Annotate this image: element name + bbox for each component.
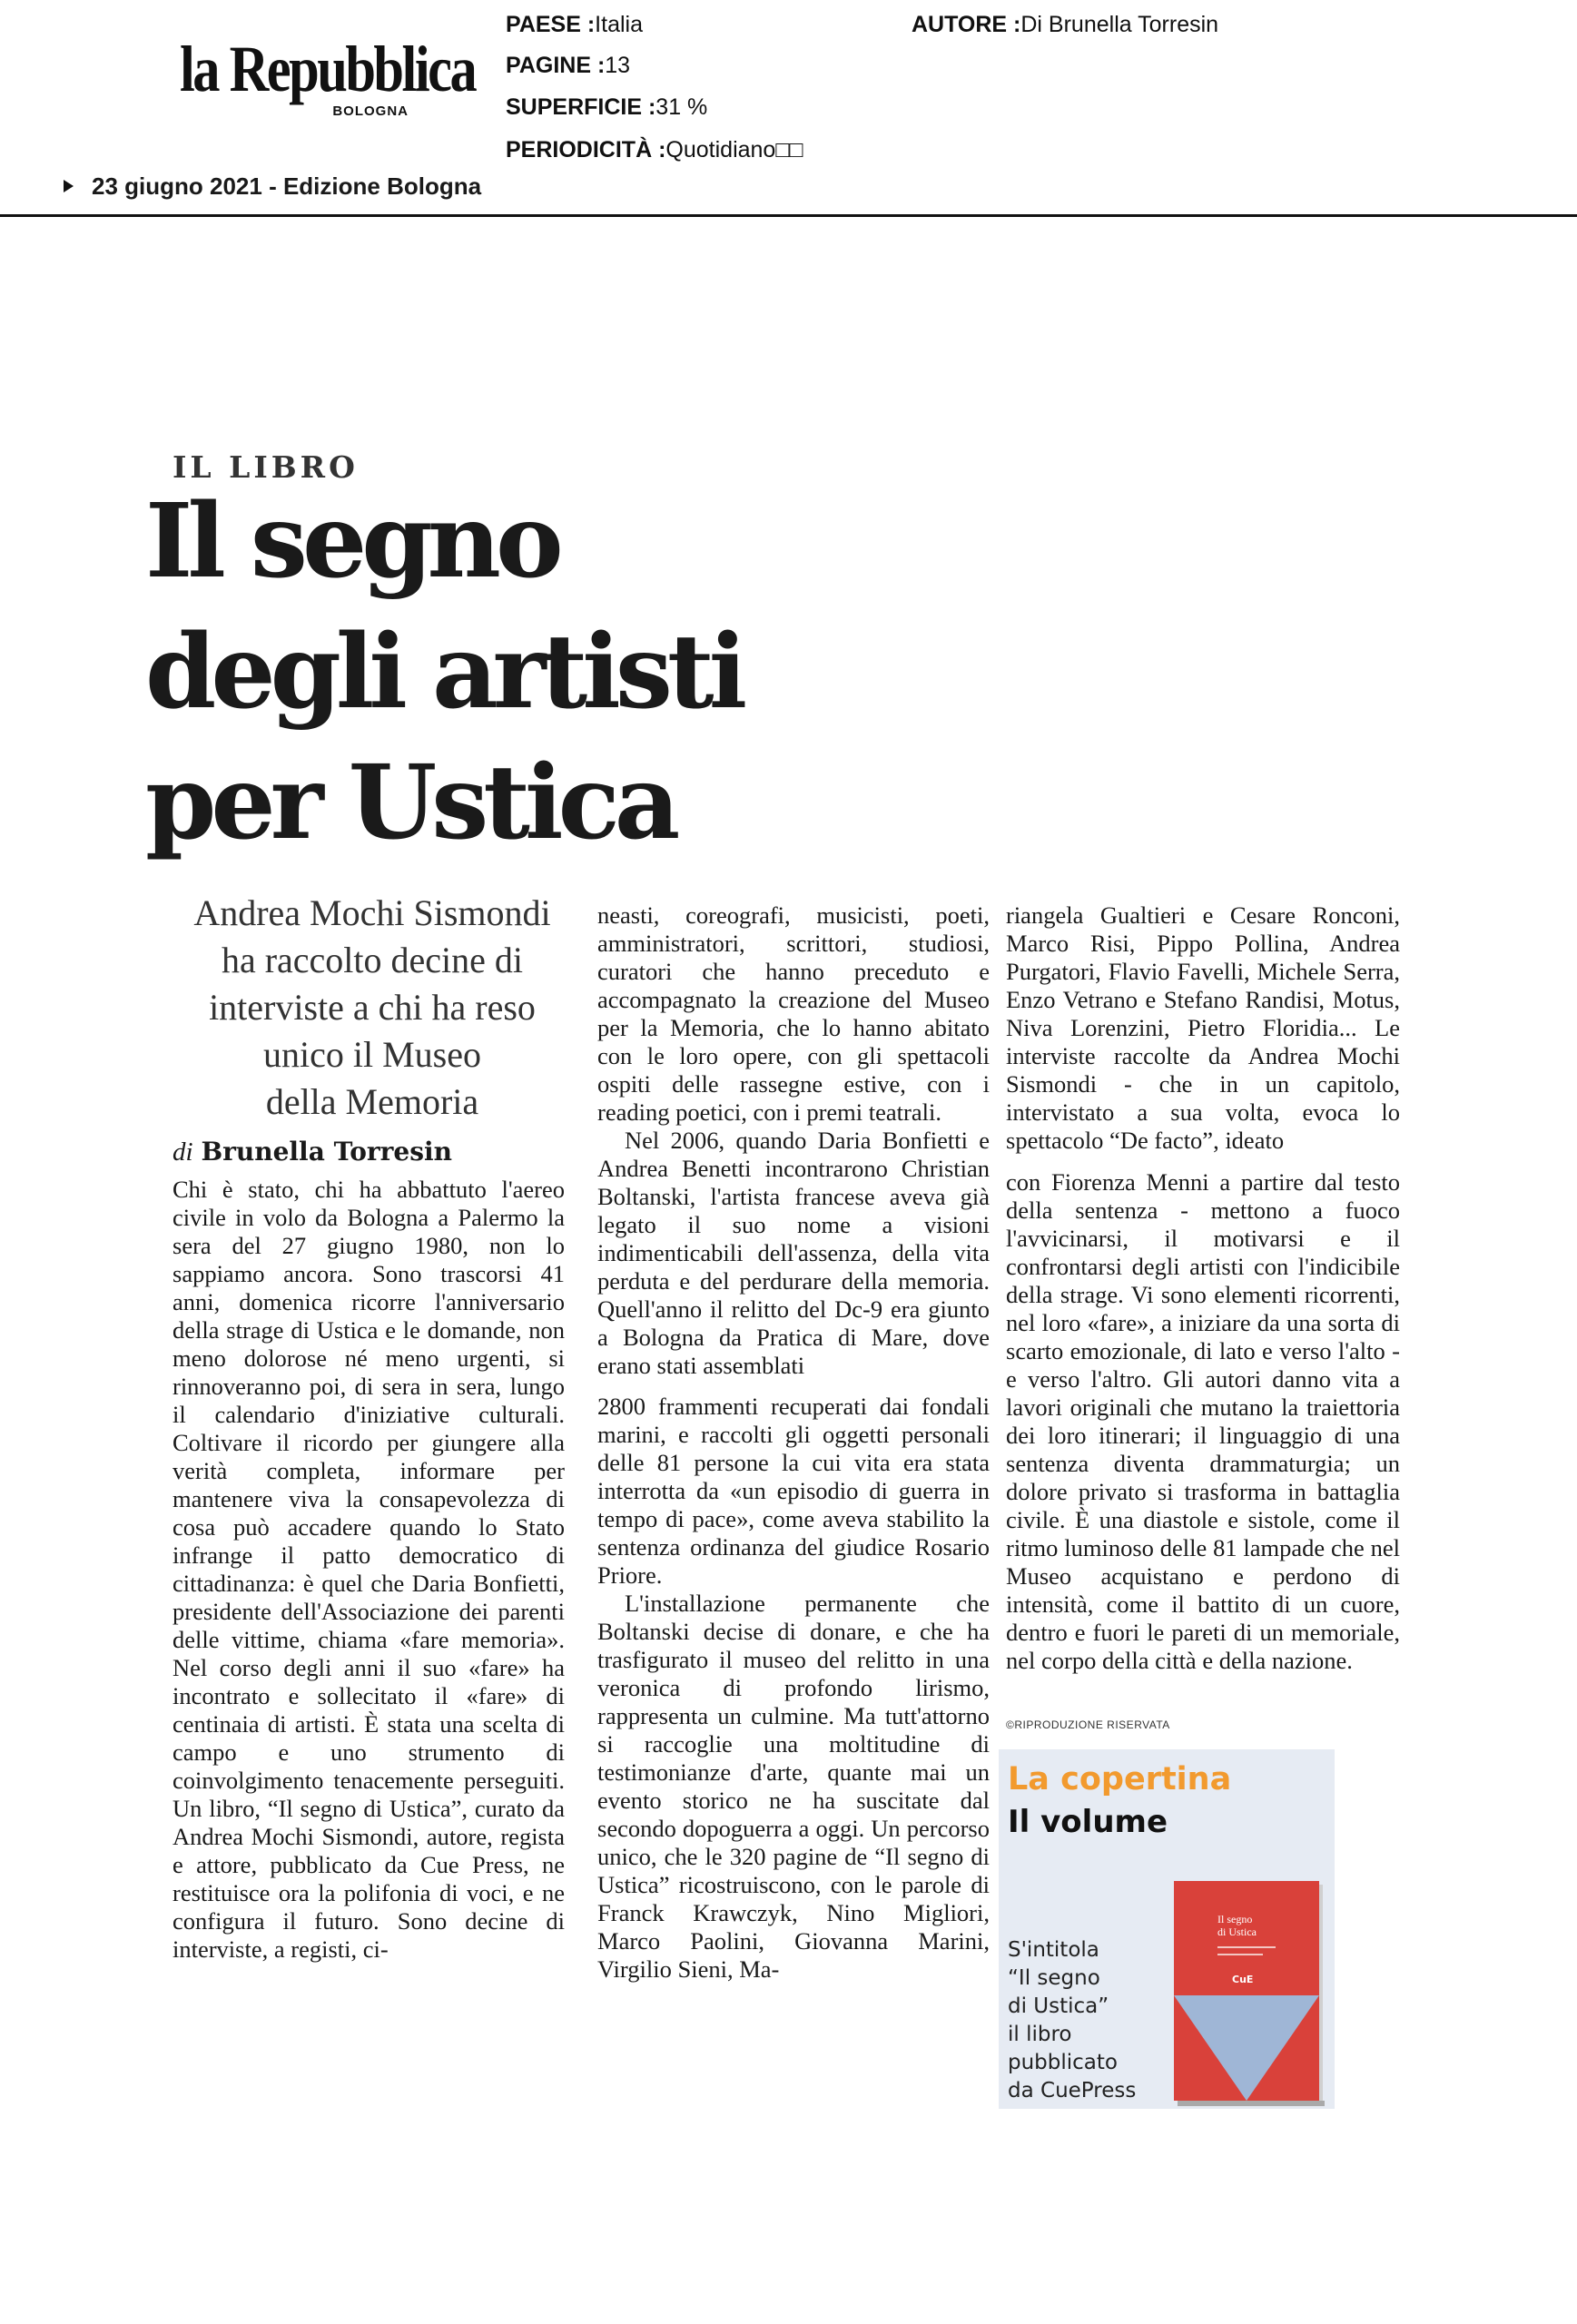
byline-prefix: di <box>172 1137 193 1167</box>
book-cover-image <box>1174 1881 1319 2101</box>
paragraph: 2800 frammenti recuperati dai fondali marini, e raccolti gli oggetti personali delle 81 persone la cui vita era stata interrotta da «un episodio di guerra in tempo di pace», come aveva stabilito la sentenza ordinanza del giudice Rosario Priore. <box>597 1393 990 1589</box>
logo-wordmark: la Repubblica <box>180 33 476 105</box>
deck-line: Andrea Mochi Sismondi <box>193 892 551 933</box>
article-column-2-bottom <box>597 1393 990 1999</box>
meta-pages: PAGINE :13 <box>506 53 631 78</box>
paragraph: riangela Gualtieri e Cesare Ronconi, Marco Risi, Pippo Pollina, Andrea Purgatori, Flavio Favelli, Michele Serra, Enzo Vetrano e Stefano Randisi, Motus, Niva Lorenzini, Pietro Floridia... Le interviste raccolte da Andrea Mochi Sismondi - che in un capitolo, intervistato a sua volta, evoca lo spettacolo “De facto”, ideato <box>1006 901 1400 1154</box>
deck-line: unico il Museo <box>263 1034 481 1075</box>
article-kicker: IL LIBRO <box>172 449 359 485</box>
header-divider <box>0 214 1577 217</box>
edition-line: 23 giugno 2021 - Edizione Bologna <box>64 172 481 201</box>
article-column-3-top <box>1006 901 1400 1158</box>
deck-line: della Memoria <box>265 1081 479 1122</box>
book-cover-title-line: di Ustica <box>1217 1925 1257 1938</box>
paragraph: L'installazione permanente che Boltanski decise di donare, e che ha trasfigurato il museo del relitto in una veronica di profondo lirismo, rappresenta un culmine. Ma tutt'attorno si raccoglie una moltitudine di testimonianze d'arte, quante mai un evento storico ne ha suscitate dal secondo dopoguerra a oggi. Un percorso unico, che le 320 pagine de “Il segno di Ustica” ricostruiscono, con le parole di Franck Krawczyk, Nino Migliori, Marco Paolini, Giovanna Marini, Virgilio Sieni, Ma- <box>597 1590 990 1983</box>
article-column-1 <box>172 1176 565 1998</box>
headline-line: degli artisti <box>145 613 743 732</box>
meta-author: AUTORE :Di Brunella Torresin <box>912 12 1219 37</box>
headline-line: Il segno <box>145 482 558 601</box>
logo-edition-tag: BOLOGNA <box>332 103 409 119</box>
sidebar-caption: S'intitola “Il segno di Ustica” il libro pubblicato da CuePress <box>1008 1938 1137 2102</box>
meta-surface: SUPERFICIE :31 % <box>506 94 708 120</box>
paragraph: Nel 2006, quando Daria Bonfietti e Andrea Benetti incontrarono Christian Boltanski, l'artista francese aveva già legato il suo nome a visioni indimenticabili dell'assenza, della vita perduta e del perdurare della memoria. Quell'anno il relitto del Dc-9 era giunto a Bologna da Pratica di Mare, dove erano stati assemblati <box>597 1127 990 1379</box>
deck-line: interviste a chi ha reso <box>209 987 536 1028</box>
byline-author: Brunella Torresin <box>201 1137 452 1167</box>
article-byline <box>172 1137 452 1167</box>
deck-line: ha raccolto decine di <box>221 940 524 980</box>
article-headline <box>145 477 781 869</box>
headline-line: per Ustica <box>145 743 675 862</box>
book-cover-rule <box>1217 1954 1263 1955</box>
sidebar-subtitle: Il volume <box>1008 1804 1168 1840</box>
book-cover-title-line: Il segno <box>1217 1913 1253 1925</box>
paragraph: Chi è stato, chi ha abbattuto l'aereo civile in volo da Bologna a Palermo la sera del 27 giugno 1980, non lo sappiamo ancora. Sono trascorsi 41 anni, domenica ricorre l'anniversario della strage di Ustica e le domande, non meno dolorose né meno urgenti, si rinnoveranno poi, di sera in sera, lungo il calendario d'iniziative culturali. Coltivare il ricordo per giungere alla verità completa, informare per mantenere viva la consapevolezza di cosa può accadere quando lo Stato infrange il patto democratico di cittadinanza: è quel che Daria Bonfietti, presidente dell'Associazione dei parenti delle vittime, chiama «fare memoria». Nel corso degli anni il suo «fare» ha incontrato e sollecitato il «fare» di centinaia di artisti. È stata una scelta di campo e uno strumento di coinvolgimento tenacemente perseguiti. Un libro, “Il segno di Ustica”, curato da Andrea Mochi Sismondi, autore, regista e attore, pubblicato da Cue Press, ne restituisce ora la polifonia di voci, e ne configura il futuro. Sono decine di interviste, a registi, ci- <box>172 1176 565 1963</box>
arrow-right-icon <box>64 180 74 192</box>
article-column-2-top <box>597 901 990 1379</box>
meta-country: PAESE :Italia <box>506 12 643 37</box>
book-cover-rule <box>1217 1946 1276 1948</box>
article-column-3-bottom <box>1006 1168 1400 1704</box>
article-deck <box>163 890 581 1126</box>
meta-periodicity: PERIODICITÀ :Quotidiano□□ <box>506 137 803 162</box>
copyright-notice: ©RIPRODUZIONE RISERVATA <box>1006 1718 1170 1731</box>
paragraph: neasti, coreografi, musicisti, poeti, amministratori, scrittori, studiosi, curatori che hanno preceduto e accompagnato la creazione del Museo per la Memoria, che lo hanno abitato con le loro opere, con gli spettacoli ospiti delle rassegne estive, con i reading poetici, con i premi teatrali. <box>597 901 990 1126</box>
paragraph: con Fiorenza Menni a partire dal testo della sentenza - mettono a fuoco l'avvicinarsi, il motivarsi e il confrontarsi degli artisti con l'indicibile della strage. Vi sono elementi ricorrenti, nel loro «fare», a iniziare da una sorta di scarto emozionale, di lato e verso l'alto - e verso l'altro. Gli autori danno vita a lavori originali che mutano la traiettoria dei loro itinerari; il linguaggio di una sentenza diventa drammaturgia; un dolore privato si trasforma in battaglia civile. È una diastole e sistole, come il ritmo luminoso delle 81 lampade che nel Museo acquistano e perdono di intensità, come il battito di un cuore, dentro e fuori le pareti di un memoriale, nel corpo della città e della nazione. <box>1006 1168 1400 1674</box>
sidebar-title: La copertina <box>1008 1761 1232 1797</box>
cuepress-logo: CuE <box>1232 1974 1254 1985</box>
book-shadow <box>1178 2101 1325 2106</box>
newspaper-logo <box>136 33 476 119</box>
